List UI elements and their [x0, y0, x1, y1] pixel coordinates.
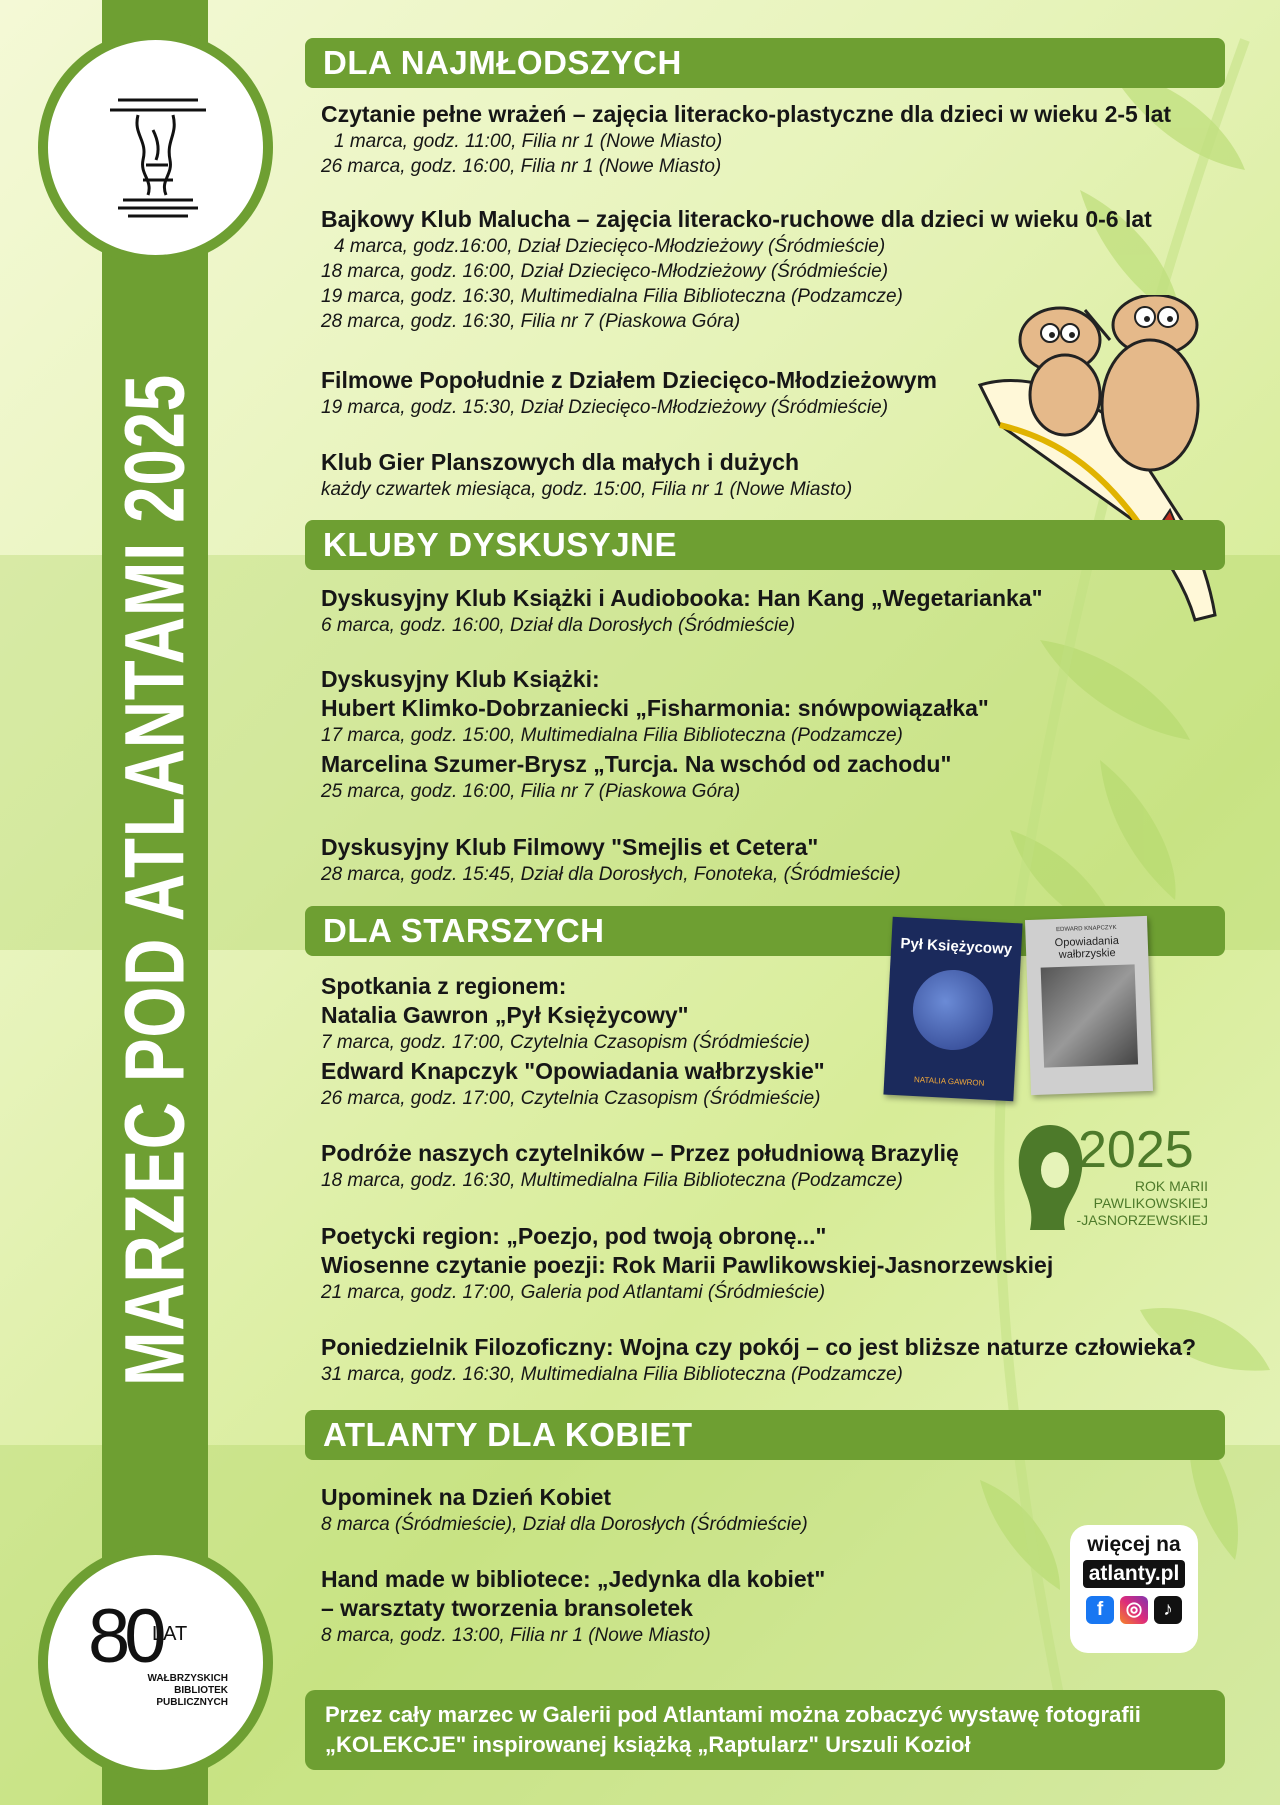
event-item [321, 1333, 1221, 1387]
more-info-box[interactable] [1070, 1525, 1198, 1653]
footer-banner [305, 1690, 1225, 1770]
section-heading-starszych: DLA STARSZYCH [305, 906, 1225, 956]
anniversary-org: WAŁBRZYSKICH BIBLIOTEK PUBLICZNYCH [147, 1673, 228, 1708]
event-title: Dyskusyjny Klub Filmowy "Smejlis et Cetera" [321, 834, 819, 860]
footer-line: „KOLEKCJE" inspirowanej książką „Raptularz" Urszuli Kozioł [325, 1732, 971, 1757]
event-title: Poniedzielnik Filozoficzny: Wojna czy pokój – co jest bliższe naturze człowieka? [321, 1334, 1197, 1360]
anniversary-logo [38, 1545, 273, 1780]
section-heading-kluby: KLUBY DYSKUSYJNE [305, 520, 1225, 570]
more-info-label: więcej na [1087, 1533, 1181, 1556]
rok-marii-logo [1010, 1120, 1210, 1235]
book-cover-pyl-ksiezycowy [883, 917, 1022, 1102]
section-heading-kobiet: ATLANTY DLA KOBIET [305, 1410, 1225, 1460]
section-heading-najmlodszych: DLA NAJMŁODSZYCH [305, 38, 1225, 88]
event-date: 7 marca, godz. 17:00, Czytelnia Czasopism (Śródmieście) [321, 1032, 810, 1053]
event-date: 6 marca, godz. 16:00, Dział dla Dorosłych (Śródmieście) [321, 615, 796, 636]
event-date: 4 marca, godz.16:00, Dział Dziecięco-Młodzieżowy (Śródmieście) [334, 236, 886, 257]
event-item [321, 833, 1221, 887]
event-title: Hubert Klimko-Dobrzaniecki „Fisharmonia: snówpowiązałka" [321, 695, 989, 721]
tiktok-icon[interactable]: ♪ [1154, 1596, 1182, 1624]
event-title: Edward Knapczyk "Opowiadania wałbrzyskie" [321, 1058, 825, 1084]
event-title: Natalia Gawron „Pył Księżycowy" [321, 1002, 689, 1028]
event-date: 18 marca, godz. 16:00, Dział Dziecięco-Młodzieżowy (Śródmieście) [321, 261, 889, 282]
event-title: Marcelina Szumer-Brysz „Turcja. Na wschód od zachodu" [321, 751, 952, 777]
event-title: Podróże naszych czytelników – Przez południową Brazylię [321, 1140, 959, 1166]
footer-line: Przez cały marzec w Galerii pod Atlantami można zobaczyć wystawę fotografii [325, 1702, 1141, 1727]
event-title: Bajkowy Klub Malucha – zajęcia literacko-ruchowe dla dzieci w wieku 0-6 lat [321, 206, 1152, 232]
atlas-logo [38, 30, 273, 265]
book-cover-opowiadania [1025, 916, 1153, 1095]
event-date: 31 marca, godz. 16:30, Multimedialna Filia Biblioteczna (Podzamcze) [321, 1364, 903, 1385]
book-author: EDWARD KNAPCZYK [1056, 924, 1117, 934]
instagram-icon[interactable]: ◎ [1120, 1596, 1148, 1624]
photo-collage [1041, 964, 1138, 1067]
event-date: 28 marca, godz. 15:45, Dział dla Dorosłych, Fonoteka, (Śródmieście) [321, 864, 901, 885]
event-title: Hand made w bibliotece: „Jedynka dla kobiet" [321, 1566, 826, 1592]
event-date: 1 marca, godz. 11:00, Filia nr 1 (Nowe Miasto) [334, 131, 723, 152]
anniversary-unit: LAT [152, 1623, 188, 1645]
event-date: 28 marca, godz. 16:30, Filia nr 7 (Piaskowa Góra) [321, 311, 741, 332]
social-icons [1070, 1596, 1198, 1624]
event-item [321, 665, 1221, 748]
event-date: 19 marca, godz. 16:30, Multimedialna Filia Biblioteczna (Podzamcze) [321, 286, 903, 307]
event-title: Czytanie pełne wrażeń – zajęcia literacko-plastyczne dla dzieci w wieku 2-5 lat [321, 101, 1172, 127]
anniversary-mark [78, 1594, 228, 1717]
book-title: Pył Księżycowy [900, 935, 1013, 958]
moon-image [911, 968, 995, 1052]
event-date: 17 marca, godz. 15:00, Multimedialna Filia Biblioteczna (Podzamcze) [321, 725, 903, 746]
event-date: każdy czwartek miesiąca, godz. 15:00, Filia nr 1 (Nowe Miasto) [321, 479, 853, 500]
event-item [321, 750, 1221, 804]
poster-title: MARZEC POD ATLANTAMI 2025 [107, 373, 202, 1387]
sidebar [38, 0, 273, 1805]
event-title: – warsztaty tworzenia bransoletek [321, 1595, 693, 1621]
rok-subtitle: ROK MARII PAWLIKOWSKIEJ -JASNORZEWSKIEJ [1076, 1178, 1208, 1228]
event-item [321, 584, 1221, 638]
atlas-statue-icon [48, 40, 263, 255]
event-title: Upominek na Dzień Kobiet [321, 1484, 612, 1510]
event-date: 26 marca, godz. 17:00, Czytelnia Czasopism (Śródmieście) [321, 1088, 821, 1109]
event-item [321, 100, 1221, 179]
book-title: Opowiadania wałbrzyskie [1054, 934, 1120, 962]
book-author: NATALIA GAWRON [913, 1075, 985, 1088]
event-title: Klub Gier Planszowych dla małych i dużych [321, 449, 800, 475]
event-date: 26 marca, godz. 16:00, Filia nr 1 (Nowe Miasto) [321, 156, 722, 177]
website-link[interactable]: atlanty.pl [1083, 1560, 1186, 1588]
event-date: 25 marca, godz. 16:00, Filia nr 7 (Piaskowa Góra) [321, 781, 741, 802]
event-date: 18 marca, godz. 16:30, Multimedialna Filia Biblioteczna (Podzamcze) [321, 1170, 903, 1191]
event-date: 21 marca, godz. 17:00, Galeria pod Atlantami (Śródmieście) [321, 1282, 826, 1303]
rok-year: 2025 [1078, 1121, 1194, 1179]
event-title: Filmowe Popołudnie z Działem Dziecięco-Młodzieżowym [321, 367, 937, 393]
facebook-icon[interactable]: f [1086, 1596, 1114, 1624]
event-date: 8 marca (Śródmieście), Dział dla Dorosłych (Śródmieście) [321, 1514, 808, 1535]
event-title: Spotkania z regionem: [321, 973, 567, 999]
event-date: 8 marca, godz. 13:00, Filia nr 1 (Nowe Miasto) [321, 1625, 711, 1646]
mascots-reading-book-illustration [970, 295, 1235, 625]
event-date: 19 marca, godz. 15:30, Dział Dziecięco-Młodzieżowy (Śródmieście) [321, 397, 889, 418]
event-title: Poetycki region: „Poezjo, pod twoją obronę..." [321, 1223, 827, 1249]
anniversary-number: 80 [88, 1594, 161, 1679]
event-title: Dyskusyjny Klub Książki: [321, 666, 600, 692]
event-title: Dyskusyjny Klub Książki i Audiobooka: Han Kang „Wegetarianka" [321, 585, 1043, 611]
event-title: Wiosenne czytanie poezji: Rok Marii Pawlikowskiej-Jasnorzewskiej [321, 1252, 1054, 1278]
